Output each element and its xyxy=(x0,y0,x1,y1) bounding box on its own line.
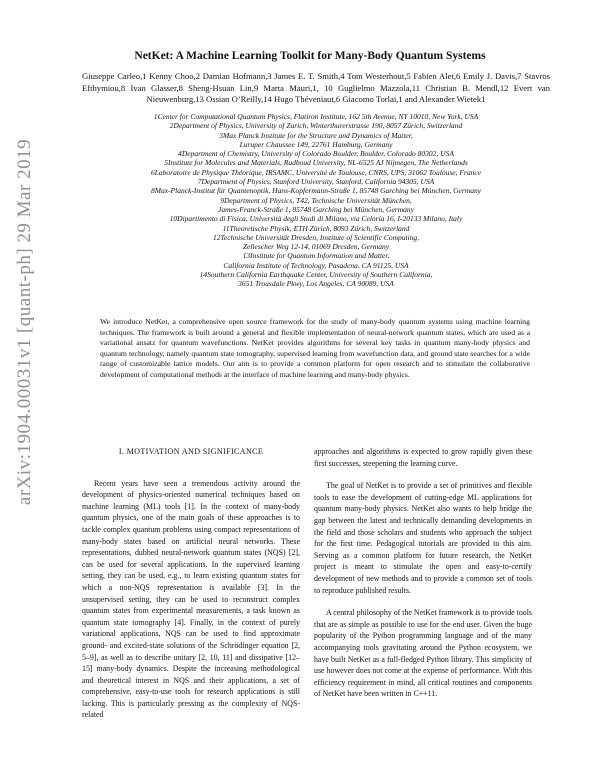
affiliation-line: Luruper Chaussee 149, 22761 Hamburg, Germany xyxy=(239,139,393,149)
affiliation-line: James-Franck-Straße 1, 85748 Garching bei München, Germany xyxy=(218,204,414,214)
affiliation-line: 3Max Planck Institute for the Structure and Dynamics of Matter, xyxy=(219,130,413,140)
arxiv-stamp xyxy=(8,22,42,622)
affiliation-line: 4Department of Chemistry, University of Colorado Boulder, Boulder, Colorado 80302, USA xyxy=(178,149,454,159)
affiliation-line: 1Center for Computational Quantum Physics, Flatiron Institute, 162 5th Avenue, NY 10010, New York, USA xyxy=(153,112,479,121)
affiliations xyxy=(82,112,550,289)
body-paragraph: approaches and algorithms is expected to grow rapidly given these first successes, steepening the learning curve. xyxy=(314,447,532,468)
affiliation-line: 7Department of Physics, Stanford University, Stanford, California 94305, USA xyxy=(197,177,435,187)
right-column xyxy=(314,446,532,700)
affiliation-line: 13Institute for Quantum Information and Matter, xyxy=(242,251,390,261)
affiliation-line: 11Theoretische Physik, ETH Zürich, 8093 Zürich, Switzerland xyxy=(222,223,410,233)
affiliation-line: 12Technische Universität Dresden, Institute of Scientific Computing, xyxy=(212,232,420,242)
affiliation-line: 2Department of Physics, University of Zurich, Winterthurerstrasse 190, 8057 Zürich, Switzerland xyxy=(169,121,463,131)
affiliation-line: 14Southern California Earthquake Center, University of Southern California, xyxy=(199,270,433,280)
affiliation-line: 6Laboratoire de Physique Théorique, IRSAMC, Université de Toulouse, CNRS, UPS, 31062 Toulouse, France xyxy=(151,167,481,177)
affiliation-line: Zellescher Weg 12-14, 01069 Dresden, Germany xyxy=(242,242,390,252)
arxiv-stamp-text: arXiv:1904.00031v1 [quant-ph] 29 Mar 2019 xyxy=(14,138,35,506)
section-heading: I. MOTIVATION AND SIGNIFICANCE xyxy=(118,447,264,456)
affiliation-line: 8Max-Planck-Institut für Quantenoptik, Hans-Kopfermann-Straße 1, 85748 Garching bei München, Germany xyxy=(150,186,482,196)
left-column xyxy=(82,446,300,721)
author-list: Giuseppe Carleo,1 Kenny Choo,2 Damian Hofmann,3 James E. T. Smith,4 Tom Westerhout,5 Fabien Alet,6 Emily J. Davis,7 Stavros Efthymiou,8 Ivan Glasser,8 Sheng-Hsuan Lin,9 Marta Mauri,1, 10 Guglielmo Mazzola,11 Christian B. Mendl,12 Evert van Nieuwenburg,13 Ossian O’Reilly,14 Hugo Théveniaut,6 Giacomo Torlai,1 and Alexander Wietek1 xyxy=(82,71,550,105)
paper-title: NetKet: A Machine Learning Toolkit for Many-Body Quantum Systems xyxy=(134,50,486,62)
abstract: We introduce NetKet, a comprehensive open source framework for the study of many-body quantum systems using machine learning techniques. The framework is built around a general and flexible implementation of neural-network quantum states, which are used as a variational ansatz for quantum wavefunctions. NetKet provides algorithms for several key tasks in quantum many-body physics and quantum technology, namely quantum state tomography, supervised learning from wavefunction data, and ground state searches for a wide range of customizable lattice models. Our aim is to provide a common platform for open research and to stimulate the collaborative development of computational methods at the interface of machine learning and many-body physics. xyxy=(100,317,530,379)
affiliation-line: 3651 Trousdale Pkwy, Los Angeles, CA 90089, USA xyxy=(238,279,394,289)
body-paragraph: The goal of NetKet is to provide a set of primitives and flexible tools to ease the development of cutting-edge ML applications for quantum many-body physics. NetKet also wants to help bridge the gap between the latest and technically demanding developments in the field and those scholars and students who approach the subject for the first time. Pedagogical tutorials are provided to this aim. Serving as a common platform for future research, the NetKet project is meant to stimulate the open and easy-to-certify development of new methods and to provide a common set of tools to reproduce published results. xyxy=(314,481,532,595)
affiliation-line: 9Department of Physics, T42, Technische Universität München, xyxy=(220,195,412,205)
affiliation-line: California Institute of Technology, Pasadena, CA 91125, USA xyxy=(223,260,409,270)
affiliation-line: 10Dipartimento di Fisica, Università degli Studi di Milano, via Celoria 16, I-20133 Milano, Italy xyxy=(169,214,463,224)
body-paragraph: A central philosophy of the NetKet framework is to provide tools that are as simple as possible to use for the end user. Given the huge popularity of the Python programming language and of the many accompanying tools gravitating around the Python ecosystem, we have built NetKet as a full-fledged Python library. This simplicity of use however does not come at the expense of performance. With this efficiency requirement in mind, all critical routines and components of NetKet have been written in C++11. xyxy=(314,608,532,699)
body-paragraph: Recent years have seen a tremendous activity around the development of physics-oriented numerical techniques based on machine learning (ML) tools [1]. In the context of many-body quantum physics, one of the main goals of these approaches is to tackle complex quantum problems using compact representations of many-body states based on artificial neural networks. These representations, dubbed neural-network quantum states (NQS) [2], can be used for several applications. In the supervised learning setting, they can be used, e.g., to learn existing quantum states for which a non-NQS representation is available [3]. In the unsupervised setting, they can be used to reconstruct complex quantum states from experimental measurements, a task known as quantum state tomography [4]. Finally, in the context of purely variational applications, NQS can be used to find approximate ground- and excited-state solutions of the Schrödinger equation [2, 5–9], as well as to describe unitary [2, 10, 11] and dissipative [12–15] many-body dynamics. Despite the increasing methodological and theoretical interest in NQS and their applications, a set of comprehensive, easy-to-use tools for research applications is still lacking. This is particularly pressing as the complexity of NQS-related xyxy=(82,478,300,720)
affiliation-line: 5Institute for Molecules and Materials, Radboud University, NL-6525 AJ Nijmegen, The Netherlands xyxy=(164,158,468,168)
